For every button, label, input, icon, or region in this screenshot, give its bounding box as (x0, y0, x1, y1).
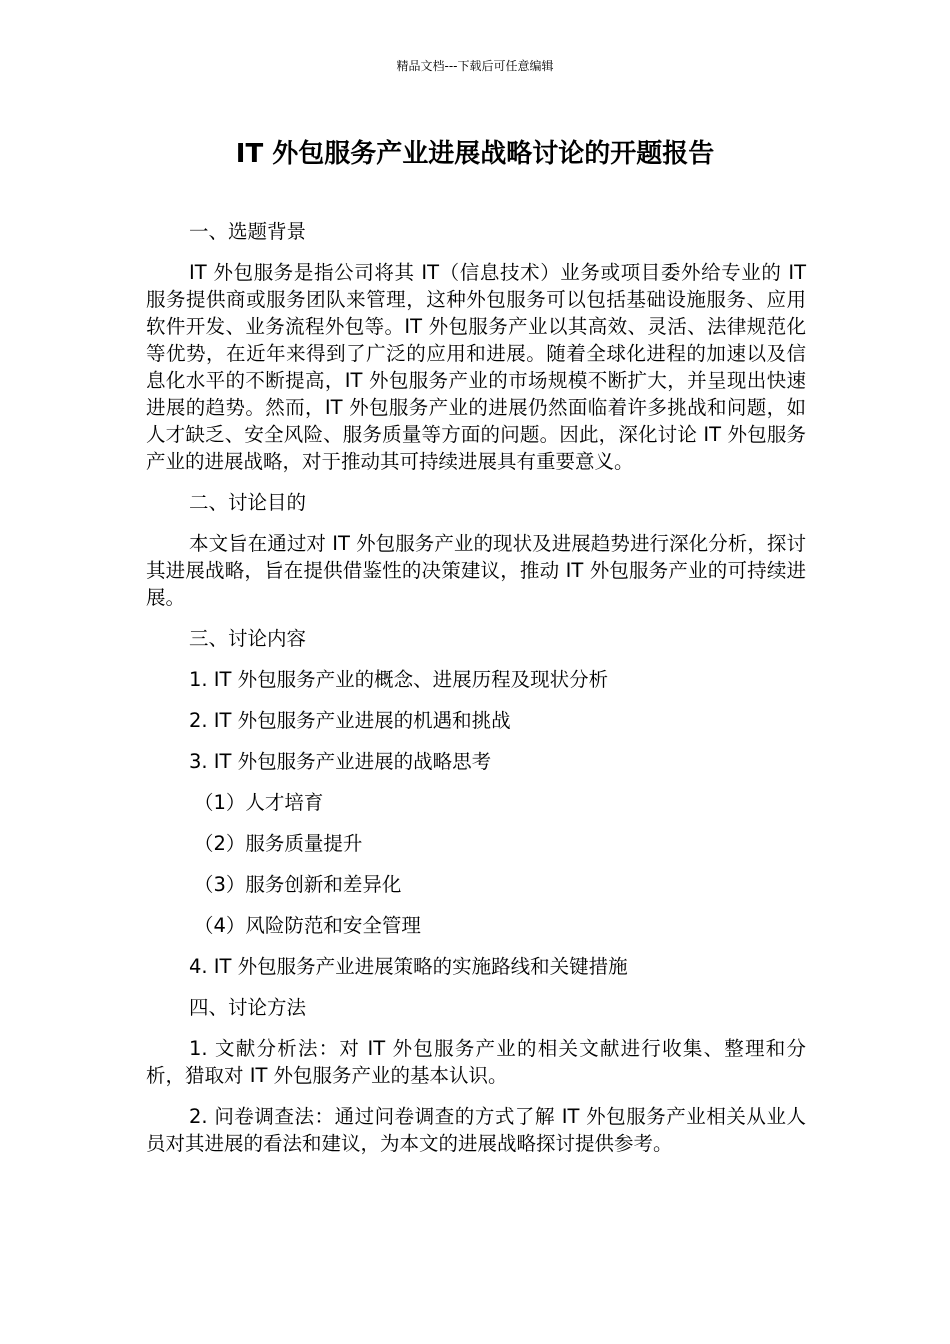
purpose-paragraph: 本文旨在通过对 IT 外包服务产业的现状及进展趋势进行深化分析，探讨其进展战略，旨在提供借鉴性的决策建议，推动 IT 外包服务产业的可持续进展。 (146, 532, 806, 609)
document-title: IT 外包服务产业进展战略讨论的开题报告 (235, 139, 715, 169)
section-heading-background: 一、选题背景 (189, 220, 307, 243)
content-subitem-3: （3）服务创新和差异化 (194, 873, 402, 896)
section-heading-purpose: 二、讨论目的 (189, 491, 307, 514)
background-paragraph: IT 外包服务是指公司将其 IT（信息技术）业务或项目委外给专业的 IT 服务提供商或服务团队来管理，这种外包服务可以包括基础设施服务、应用软件开发、业务流程外包等。IT 外包服务产业以其高效、灵活、法律规范化等优势，在近年来得到了广泛的应用和进展。随着全球化进程的加速以及信息化水平的不断提高，IT 外包服务产业的市场规模不断扩大，并呈现出快速进展的趋势。然而，IT 外包服务产业的进展仍然面临着许多挑战和问题，如人才缺乏、安全风险、服务质量等方面的问题。因此，深化讨论 IT 外包服务产业的进展战略，对于推动其可持续进展具有重要意义。 (146, 261, 806, 473)
section-heading-methods: 四、讨论方法 (189, 996, 307, 1019)
content-item-2: 2. IT 外包服务产业进展的机遇和挑战 (189, 709, 511, 732)
content-subitem-4: （4）风险防范和安全管理 (194, 914, 421, 937)
method-literature: 1. 文献分析法：对 IT 外包服务产业的相关文献进行收集、整理和分析，猎取对 IT 外包服务产业的基本认识。 (146, 1037, 806, 1087)
content-item-4: 4. IT 外包服务产业进展策略的实施路线和关键措施 (189, 955, 628, 978)
content-item-1: 1. IT 外包服务产业的概念、进展历程及现状分析 (189, 668, 609, 691)
content-item-3: 3. IT 外包服务产业进展的战略思考 (189, 750, 492, 773)
content-subitem-1: （1）人才培育 (194, 791, 324, 814)
section-heading-content: 三、讨论内容 (189, 627, 307, 650)
content-subitem-2: （2）服务质量提升 (194, 832, 363, 855)
method-survey: 2. 问卷调查法：通过问卷调查的方式了解 IT 外包服务产业相关从业人员对其进展的看法和建议，为本文的进展战略探讨提供参考。 (146, 1105, 806, 1155)
document-body (146, 218, 806, 1171)
page-header: 精品文档---下载后可任意编辑 (396, 59, 554, 73)
